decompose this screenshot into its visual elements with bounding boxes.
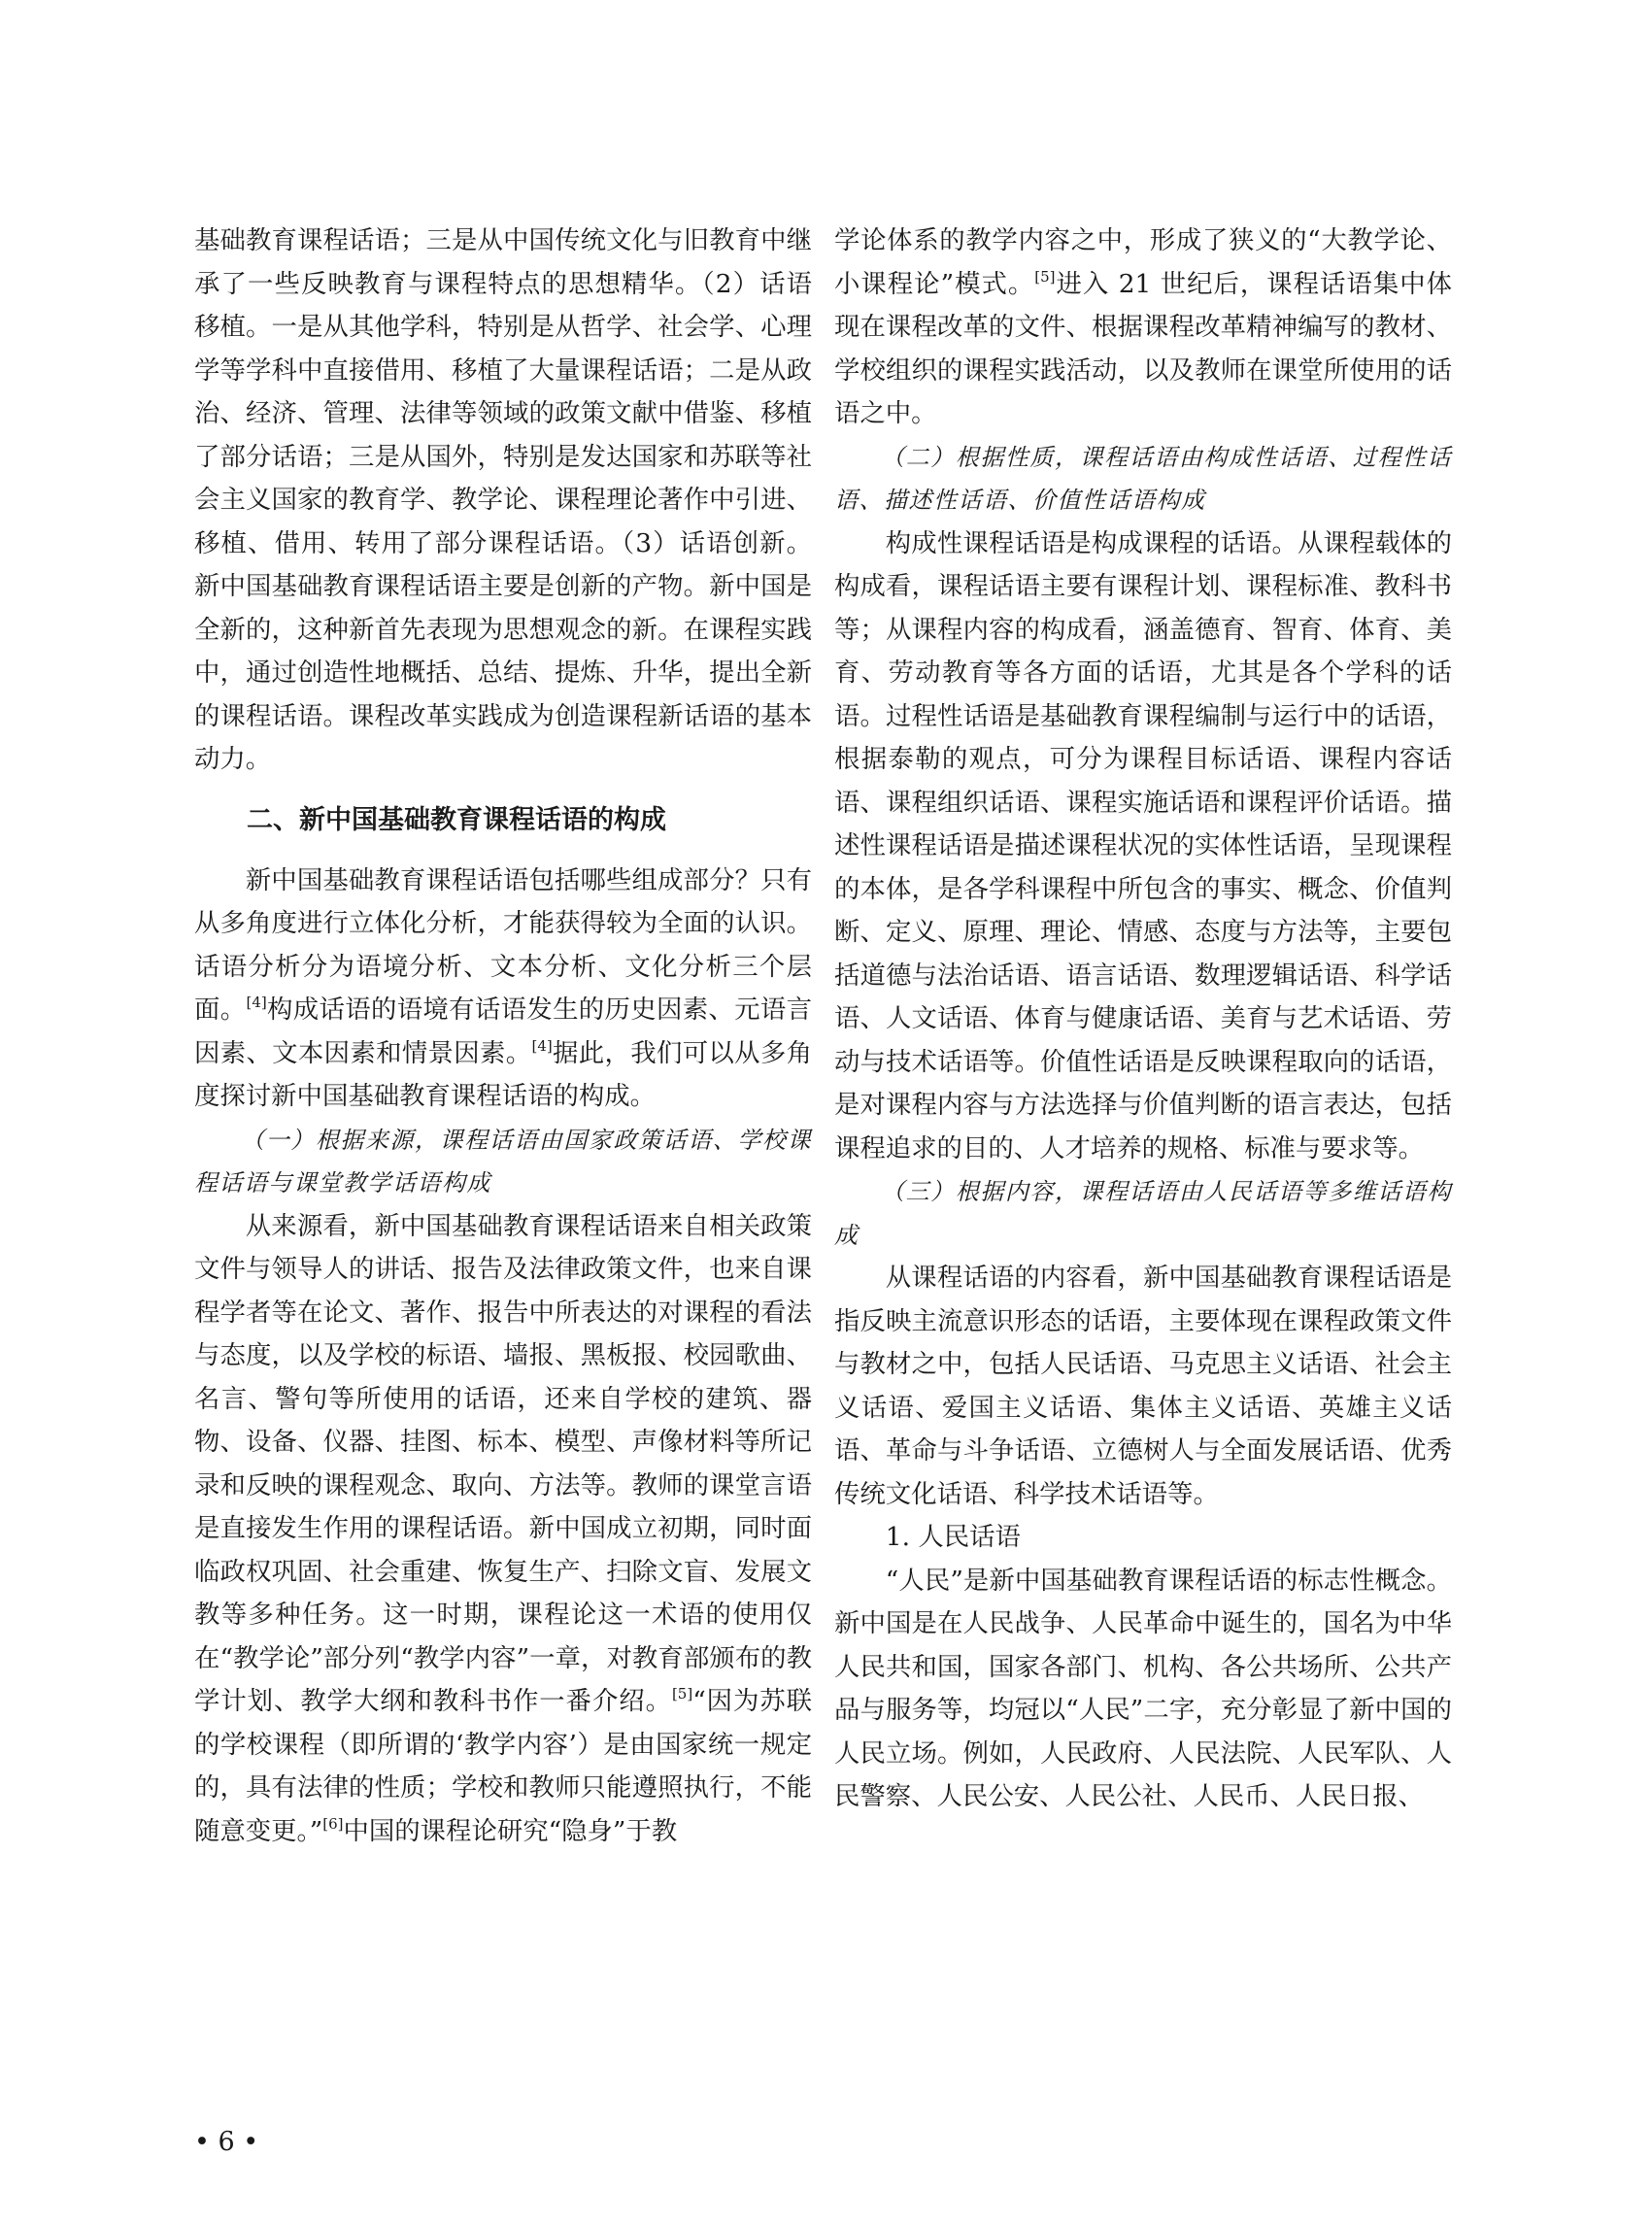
- left-column: [194, 219, 812, 1853]
- list-item-heading: 1. 人民话语: [885, 1522, 1021, 1552]
- paragraph: [194, 1205, 812, 1854]
- citation: [6]: [322, 1814, 344, 1833]
- subsection-heading: （二）根据性质，课程话语由构成性话语、过程性话语、描述性话语、价值性话语构成: [834, 443, 1452, 514]
- paragraph: [834, 219, 1452, 436]
- paragraph-text: 新中国基础教育课程话语包括哪些组成部分？只有从多角度进行立体化分析，才能获得较为全面的认识。话语分析分为语境分析、文本分析、文化分析三个层面。: [194, 864, 812, 1025]
- paragraph-text: 从来源看，新中国基础教育课程话语来自相关政策文件与领导人的讲话、报告及法律政策文件，也来自课程学者等在论文、著作、报告中所表达的对课程的看法与态度，以及学校的标语、墙报、黑板报、校园歌曲、名言、警句等所使用的话语，还来自学校的建筑、器物、设备、仪器、挂图、标本、模型、声像材料等所记录和反映的课程观念、取向、方法等。教师的课堂言语是直接发生作用的课程话语。新中国成立初期，同时面临政权巩固、社会重建、恢复生产、扫除文盲、发展文教等多种任务。这一时期，课程论这一术语的使用仅在“教学论”部分列“教学内容”一章，对教育部颁布的教学计划、教学大纲和教科书作一番介绍。: [194, 1210, 812, 1716]
- subsection-heading: （三）根据内容，课程话语由人民话语等多维话语构成: [834, 1178, 1452, 1249]
- paragraph: 基础教育课程话语；三是从中国传统文化与旧教育中继承了一些反映教育与课程特点的思想精华。（2）话语移植。一是从其他学科，特别是从哲学、社会学、心理学等学科中直接借用、移植了大量课程话语；二是从政治、经济、管理、法律等领域的政策文献中借鉴、移植了部分话语；三是从国外，特别是发达国家和苏联等社会主义国家的教育学、教学论、课程理论著作中引进、移植、借用、转用了部分课程话语。（3）话语创新。新中国基础教育课程话语主要是创新的产物。新中国是全新的，这种新首先表现为思想观念的新。在课程实践中，通过创造性地概括、总结、提炼、升华，提出全新的课程话语。课程改革实践成为创造课程新话语的基本动力。: [194, 225, 812, 774]
- paragraph-text: “因为苏联的学校课程（即所谓的‘教学内容’）是由国家统一规定的，具有法律的性质；学校和教师只能遵照执行，不能随意变更。”: [194, 1686, 812, 1846]
- citation: [5]: [671, 1685, 693, 1702]
- citation: [5]: [1034, 267, 1056, 286]
- citation: [4]: [531, 1036, 553, 1055]
- section-heading: 二、新中国基础教育课程话语的构成: [247, 804, 666, 835]
- paragraph: [194, 860, 812, 1119]
- right-column: [834, 219, 1452, 1819]
- paragraph: 构成性课程话语是构成课程的话语。从课程载体的构成看，课程话语主要有课程计划、课程标准、教科书等；从课程内容的构成看，涵盖德育、智育、体育、美育、劳动教育等各方面的话语，尤其是各个学科的话语。过程性话语是基础教育课程编制与运行中的话语，根据泰勒的观点，可分为课程目标话语、课程内容话语、课程组织话语、课程实施话语和课程评价话语。描述性课程话语是描述课程状况的实体性话语，呈现课程的本体，是各学科课程中所包含的事实、概念、价值判断、定义、原理、理论、情感、态度与方法等，主要包括道德与法治话语、语言话语、数理逻辑话语、科学话语、人文话语、体育与健康话语、美育与艺术话语、劳动与技术话语等。价值性话语是反映课程取向的话语，是对课程内容与方法选择与价值判断的语言表达，包括课程追求的目的、人才培养的规格、标准与要求等。: [834, 527, 1452, 1163]
- paragraph: “人民”是新中国基础教育课程话语的标志性概念。新中国是在人民战争、人民革命中诞生的，国名为中华人民共和国，国家各部门、机构、各公共场所、公共产品与服务等，均冠以“人民”二字，充分彰显了新中国的人民立场。例如，人民政府、人民法院、人民军队、人民警察、人民公安、人民公社、人民币、人民日报、: [834, 1565, 1452, 1811]
- paragraph: 从课程话语的内容看，新中国基础教育课程话语是指反映主流意识形态的话语，主要体现在课程政策文件与教材之中，包括人民话语、马克思主义话语、社会主义话语、爱国主义话语、集体主义话语、英雄主义话语、革命与斗争话语、立德树人与全面发展话语、优秀传统文化话语、科学技术话语等。: [834, 1263, 1452, 1509]
- citation: [4]: [246, 994, 267, 1011]
- paragraph-text: 构成话语的语境有话语发生的历史因素、元语言因素、文本因素和情景因素。: [194, 995, 813, 1068]
- paragraph-text: 学论体系的教学内容之中，形成了狭义的“大教学论、小课程论”模式。: [834, 225, 1452, 299]
- paragraph-text: 中国的课程论研究“隐身”于教: [343, 1815, 678, 1846]
- subsection-heading: （一）根据来源，课程话语由国家政策话语、学校课程话语与课堂教学话语构成: [194, 1126, 812, 1197]
- page-number: • 6 •: [194, 2127, 259, 2157]
- paragraph-text: 进入 21 世纪后，课程话语集中体现在课程改革的文件、根据课程改革精神编写的教材、学校组织的课程实践活动，以及教师在课堂所使用的话语之中。: [834, 268, 1453, 428]
- paragraph-text: 据此，我们可以从多角度探讨新中国基础教育课程话语的构成。: [194, 1037, 813, 1111]
